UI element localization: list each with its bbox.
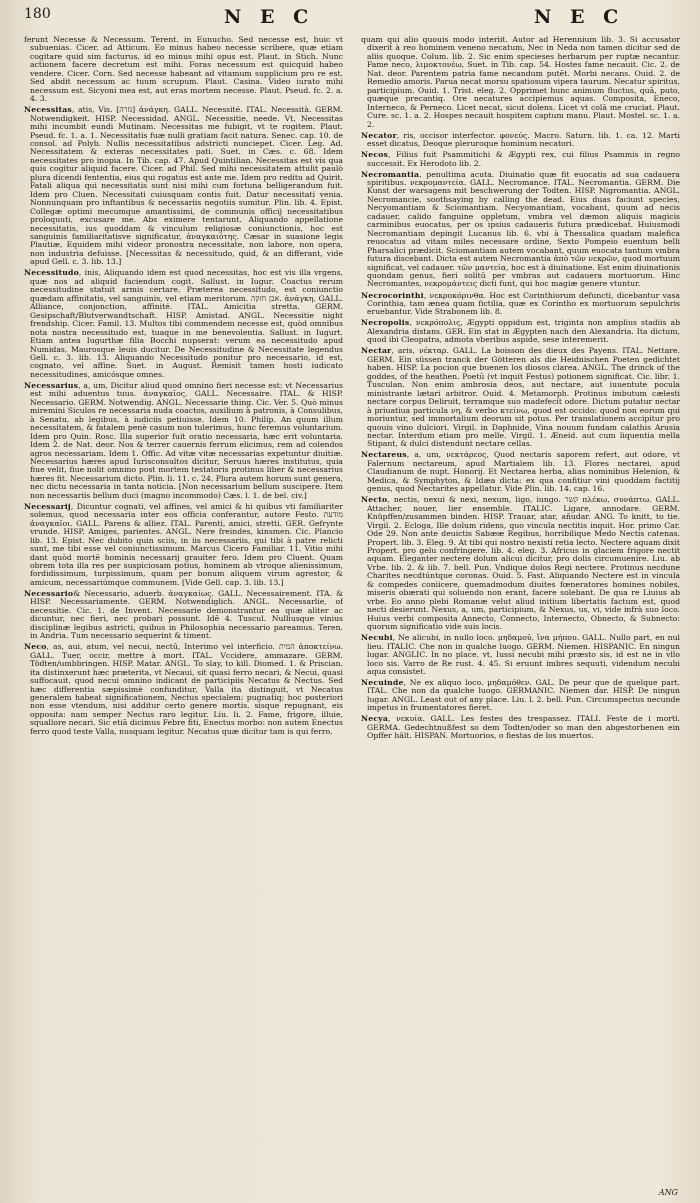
dictionary-entry — [361, 171, 680, 289]
entry-headword: Necrocorinthi — [361, 290, 424, 300]
dictionary-entry — [24, 643, 343, 736]
dictionary-entry — [24, 106, 343, 267]
entry-headword: Necessitudo — [24, 268, 79, 278]
dictionary-entry — [24, 269, 343, 379]
text-columns — [24, 36, 680, 1186]
dictionary-entry — [24, 590, 343, 641]
dictionary-entry — [361, 496, 680, 631]
entry-text: , aris, νέκταρ. GALL. La boisson des dieux des Payens. ITAL. Nettare. GERM. Ein süssen tranck der Götteren als die Heidnischen Poeten gedichtet haben. HISP. La pocion que buenen los diosos clarea. ANGL. The drinck of the goddes, of the heathen. Poetū (vt inquit Festus) potionem significat. Cic. libr. 1. Tusculan. Non enim ambrosia deos, aut nectare, aut iuuentute pocula ministrante lætari arbitror. Ouid. 4. Metamorph. Protinus imbutum cælesti nectare corpus Deliruit, terramque suo madefecit odore. Dictum putatur nectar à priuatiua particula νη, & verbo κτείνω, quod est occido: quod non eorum qui moriuntur, sed immortalium deorum sit potus. Per translationem accipitur pro quouis vino dulciori. Virgil. in Daphnide, Vina nouum fundam calathis Arusia nectar. Interdum etiam pro melle. Virgil. 1. Æneid. aut cum liquentia mella Stipant, & dulci distendunt nectare cellas. — [367, 346, 680, 449]
dictionary-entry — [24, 36, 343, 104]
dictionary-entry — [361, 715, 680, 740]
dictionary-entry — [361, 151, 680, 168]
entry-text: , nectis, nexui & nexi, nexum, ligo, iungo. קשר πλέκω, συνάπτω. GALL. Attacher, nouer, lier ensemble. ITALIC. Ligare, annodare. GERM. Knüpffen/zusammen binden. HISP. Trauar, atar, añudar. ANG. To knitt, to tie. Virgil. 2. Ecloga, Ille dolum ridens, quo vincula nectitis inquit. Hor. primo Car. Ode 29. Non ante deuictis Sabææ Regibus, horribilique Medo Nectis catenas. Propert. lib. 3. Eleg. 9. At tibi qui nostro nexisti retia lecto. Nectere aquam dixit Propert. pro gelu confringere. lib. 4. eleg. 3. Africus in glaciem frigore nectit aquam. Eleganter nectere dolum alicui dicitur, pro dolis circumuenire. Liu. ab Vrbe. lib. 2. & lib. 7. bell. Pun. Vndique dolos Regi nectere. Protinus necdune Charites necdtúntque coronas. Ouid. 5. Fast. Aliquando Nectere est in vincula & compedes coniicere, quemadmodum diuites fœneratores homines nobiles, miseris obærati qui soluendo non erant, facere solebant. De qua re Liuius ab vrbe. Eo anno plebi Romanæ velut aliud initium libertatis factum est, quod necti desierunt. Nexus, a, um, participium, & Nexus, us, vi, vide infrà suo loco. Huius verbi composita Annecto, Connecto, Internecto, Obnecto, & Subnecto: quorum significatio vide suis locis. — [367, 495, 680, 632]
entry-text: , Ne alicubi, in nullo loco. μηδαμοῦ, ἵνα μήπου. GALL. Nullo part, en nul lieu. ITALIC. Che non in qualche luogo. GERM. Niemen. HISPANIC. En ningun lugar. ANGLIC. In no place. vt, Iussi necubi mihi præsto sis, id est ne in vllo loco sis. Varro de Re rust. 4. 45. Si eruunt imbres sequuti, videndum necubi aqua consistet. — [367, 633, 680, 676]
entry-text: , inis, Aliquando idem est quod necessitas, hoc est vis illa vrgens, quæ nos ad aliquid faciendum cogit. Sallust. in Iugur. Coactus rerum necessitudine statuit armis certare. Præterea necessitudo, est coniunctio quædam affinitatis, vel sanguinis, vel etiam meritorum. אבן חזקה. ἀνάγκη. GALL. Alliance, conjonction, affinité. ITAL. Amicitia stretta. GERM. Gesipschaft/Blutverwandtschaft. HISP. Amistad. ANGL. Necessitie night frendship. Cicer. Famil. 13. Multos tibi commendem necesse est, quòd omnibus nota nostra necessitudo est, tuaque in me benevolentia. Sallust. in Iugurt. Etiam antea Iugurthæ filia Bocchi nupserat: verum ea necessitudo apud Numidas, Maurosque leuis ducitur. De Necessitudine & Necessitate legendus Gell. c. 3. lib. 13. Aliquando Necessitudo ponitur pro necessario, id est, cognato, vel affine. Suet. in August. Remisit tamen hosti iudicato necessitudines, amicósque omnes. — [30, 268, 343, 379]
entry-headword: Necromantia — [361, 169, 420, 179]
entry-text: , atis, Vis. [גזרה] ἀνάγκη. GALL. Necessité. ITAL. Necessità. GERM. Notwendigkeit. HISP. Necessidad. ANGL. Necessitie, neede. Vt, Necessitas mihi incumbit eundi Mutinam. Necessitas me fubigit, vt te rogitem. Plaut. Pseud. fc. 1. a. 1. Necessitatis fuæ nulli gratiam facit natura. Senec. cap. 10. de consol. ad Polyb. Nullis necessitatibus adstricti nunciepet. Cicer. Leg. Ad. Necessitatem & exteras necessitates pati. Suet. in Cæs. c. 68. Idem necessitates pro inopia. In Tib. cap. 47. Apud Quintilian. Necessitas est vis qua quis cogitur aliquid facere. Cicer. ad Phil. Sed mihi necessitatem attulit paulò plura dicendi fententia, eius qui rogatus est ante me. Idem pro reditu ad Quirit. Fatali aliqua qui necessitatis sunt nisi mihi cum fortuna belligerandum fuit. Idem pro Cluen. Necessitati cuiusquam contis fuit. Datur necessitati venia. Nonnunquam pro inftantibus & necessariis negotiis sumitur. Plin. lib. 4. Epist. Collegæ optimi mecumque amantissimi, de communis officij necessitatibus proloquuti, excusare me. Abs eximere tentarunt. Aliquando appellatione necessitatis, ius quoddam & vinculum religiosæ coniunctionis, hoc est sanguinis familiaritatisve significatur, ἀναγκαιότης. Cæsar in suasione legis Plautiæ, Equidem mihi videor pronostra necessitate, non labore, non opera, non industria defuisse. [Necessitas & necessitudo, quid, & an differant, vide apud Gell. c. 3. lib. 13.] — [30, 105, 343, 267]
entry-text: , Ne ex aliquo loco. μηδαμόθεν. GAL. De peur que de quelque part. ITAL. Che non da qualche luogo. GERMANIC. Niemen dar. HISP. De ningun lugar. ANGL. Least out of any place. Liu. l. 2. bell. Pun. Circumspectus necunde impetus in frumentatores fieret. — [367, 678, 680, 713]
entry-text: , Filius fuit Psammitichi & Ægypti rex, cui filius Psammis in regno successit. Ex Herodoto lib. 2. — [367, 150, 680, 168]
dictionary-entry — [361, 36, 680, 129]
entry-text: quam qui alio quouis modo interiit. Autor ad Herennium lib. 3. Si accusator dixerit à reo hominem veneno necatum, Nec in Neda non tamen dicitur sed de aliis quoque. Colum. lib. 2. Sic enim specieses herbarum per ruptæ necantur. Fame neco, λιμοκτονέω, Suet. in Tib. cap. 54. Hostes fame necauit. Cic. 2. de Nat. deor. Parentem patria fame necandum putēt. Morbi necans. Ouid. 2. de Remedio amoris. Parua necat morsu spatiosum vipera taurum. Necatur spiritus, participium. Ouid. 1. Trist. eleg. 2. Opprimet hunc animum fluctus, quā, puto, quæque precantiq. Ore necatures accipiemus aquas. Composita, Eneco, Interneco, & Perneco. Licet necat, sicut dolens. Licet vt colā me cruciat. Plaut. Cure. sc. 1. a. 2. Hospes necauit hospitem captum manu. Plaut. Mostel. sc. 1. a. 2. — [361, 36, 680, 129]
running-head-right: N E C — [534, 6, 625, 28]
entry-headword: Necto — [361, 495, 388, 505]
entry-text: ferunt Necesse & Necessum. Terent. in Eunucho. Sed necesse est, huic vt subuenias. Cicer. ad Atticum. Eo minus habeo necesse scribere, quæ etiam cogitare quid sim facturus, id eo minus mihi opus est. Plaut. in Stich. Nunc actionem facere decretum est mihi. Foras necessum est quicquid habeo vendere. Cicer. Corn. Sed necesse habeant ad vitamum supplicium pro re est. Sed abdit necessum ac tuum scrupum. Plaut. Casina. Video iurato mihi necessum est. Sicyoni mea est, aut eras mortem necesse. Plaut. Pseud. fc. 2. a. 4. 3. — [24, 36, 343, 104]
entry-headword: Necubi — [361, 633, 393, 643]
entry-text: , penultima acuta. Diuinatio quæ fit euocatis ad sua cadauera spiritibus. νεκρομαντεία. GALL. Necromance. ITAL. Necromantia. GERM. Die Kunst der warsagens mit beschwerung der Todten. HISP. Nigromantia. ANGL. Necromancie, soothsaying by calling the dead. Eius duas faciunt species, Necyomantiam & Sciomantiam. Necyomantiam, vocabant, quum ad necis cadauer, calido fanguine oppletum, vmbra vel dæmon aliquis magicis carminibus euocatus, per os ipsius cadaueris futura prædicebat. Huiusmodi Necromantiam depingit Lucanus lib. 6. vbi à Thessalica quadam malefica reuocatus ad vitam miles necessare ordine, Sexto Pompeio euentum belli Pharsalici prædicit. Sciomantiam autem vocabant, quum euocata tantum vmbra futura discebant. Dicta est autem Necromantia ἀπὸ τῶν νεκρῶν, quod mortuum significat, vel cadauer. τῶν μαντεία, hoc est à diuinatione. Est enim diuinationis quondam genus, fieri solitū per vmbras aut cadauera mortuorum. Hinc Necromantes, νεκρομάντεις dicti funt, qui hoc magiæ genere vtuntur. — [367, 169, 680, 289]
entry-text: , νεκροκόρινθα. Hoc est Corinthiorum defuncti, dicebantur vasa Corinthia, tam ænea quam fictilia, quæ ex Corintho ex mortuorum sepulchris eruebantur. Vide Strabonem lib. 8. — [367, 290, 680, 317]
page-header — [24, 6, 680, 34]
dictionary-entry — [361, 292, 680, 317]
dictionary-entry — [24, 382, 343, 500]
dictionary-entry — [361, 634, 680, 676]
entry-headword: Necessarius — [24, 380, 79, 390]
dictionary-entry — [361, 132, 680, 149]
entry-text: , ris, occisor interfector. φονεύς. Macro. Saturn. lib. 1. ca. 12. Marti esset dicatus, Deoque pleruroque hominum necatori. — [367, 130, 680, 149]
entry-text: , νεκρόπολις, Ægypti oppidum est, triginta non amplius stadiis ab Alexandria distans. GER. Ein stat in Ægypten nach den Alexandria. Ita dictum, quod ibi Cleopatra, admota vberibus aspide, sese interemerit. — [367, 318, 680, 345]
entry-text: , νεκυία. GALL. Les festes des trespassez. ITALI. Feste de i morti. GERMA. Gedechtnußfest so dem Todten/oder so man den abgestorbenen ein Opffer hält. HISPAN. Mortuorios, o fiestas de los muertos. — [367, 714, 680, 741]
entry-headword: Nectar — [361, 346, 392, 356]
dictionary-entry — [24, 503, 343, 588]
entry-text: , a, um, νεκτάρεος, Quod nectaris saporem refert, aut odore, vt Falernum nectareum, apud Martialem lib. 13. Flores nectarei, apud Claudianum de nupt. Honorij. Et Nectarea herba, alias nominibus Helenion, & Medica, & Symphyton, & Idæa dicta: ex qua confitiur vini quoddam factitij genus, quod Nectarites appellatur. Vide Plin. lib. 14. cap. 16. — [367, 450, 680, 494]
entry-text: , a, um, Dicitur aliud quod omnino fieri necesse est: vt Necessarius est mihi aduentus tuus. ἀναγκαῖος. GALL. Necessaire. ITAL. & HISP. Necessario. GERM. Notwendig. ANGL. Necessarie thing. Cic. Ver. 5. Quò minus miremini Siculos re necessaria nuda coactos, auxilium à patronis, à Consulibus, à Senatu, ab legibus, à iudiciis petiuisse. Idem 10. Philip. An quum illum necessitatem, & fatalem penè casum non tulerimus, hunc feremus voluntarium. Idem pro Quin. Rosc. Illa superior fuit oratio necessaria, hæc erit voluntaria. Idem 2. de Nat. deor. Nos & terrer cauernis ferrum elicimus, rem ad colendos agros necessariam. Idem 1. Offic. Ad vitæ vitæ necessarias expetuntur diuitiæ. Necessarius hæres apud Iurisconsultos dicitur, Seruus hæres institutus, quia fiue velit, fiue nolit omnino post mortem testatoris protinus liber & necessarius hæres fit. Necessarium dicto. Plin. li. 11. c. 24. Plura autem horum sunt genera, nec dictu necessaria in tanta noticia. [Non necessarium bellum suscipere. Item non necessariis bellum duci (magno incommodo) Cæs. l. 1. de bel. civ.] — [30, 380, 343, 500]
dictionary-entry — [361, 679, 680, 713]
entry-headword: Necos — [361, 150, 389, 160]
right-column — [361, 36, 680, 1186]
entry-headword: Necessarij — [24, 501, 71, 511]
entry-headword: Necessitas — [24, 105, 72, 115]
entry-text: , as, aui, atum, vel necui, nectū, Interimo vel interficio. המית ἀποκτείνω. GALL. Tuer, occir, mettre à mort. ITAL. Vccidere, ammazare. GERM. Tödten/umbbringen. HISP. Matar. ANGL. To slay, to kill. Diomed. 1. & Priscian. ita distinxerunt hæc præterita, vt Necaui, sit quasi ferro necari, & Necui, quasi suffocauit. quod necui omnino indicant de participiis Necatus & Nectus. Sed hæc differentia sæpissimè confunditur, Valla ita distinguit, vt Necatus generalem habeat significationem, Nectus specialem: pugnatiq; hoc posteriori non esse vtendum, nisi additur certo genere mortis. sisque repugnant, eis opposita: nam semper Nectus raro legitur. Liu. li. 2. Fame, frigore, illuie, squallore necari. Sic etiā dicimus Febre fiti, Enectus morbo: non autem Enectus ferro quod teste Valla, nusquam legitur. Necatus quæ dicitur tam is qui ferro, — [30, 642, 343, 736]
running-head-left: N E C — [224, 6, 315, 28]
page-number: 180 — [24, 6, 51, 22]
entry-headword: Nectareus — [361, 450, 407, 460]
entry-headword: Necuinde — [361, 678, 404, 688]
dictionary-entry — [361, 319, 680, 344]
entry-headword: Necya — [361, 714, 389, 724]
left-column — [24, 36, 343, 1186]
dictionary-entry — [361, 451, 680, 493]
entry-text: & Necessario, aduerb. ἀναγκαίως. GALL. Necessairement. ITA. & HISP. Necessariamente. GERM. Notwendiglich. ANGL. Necessarlie, of necessitie. Cic. 1. de Invent. Necessarie demonstrantur ea quæ aliter ac dicuntur, nec fieri, nec probari possunt. Idē 4. Tuscul. Nulliusque vinius disciplinæ legibus astricti, quibus in Philosophia necessario pareamus. Teren. in Andria. Tum necessario sequerint & timent. — [30, 588, 343, 641]
entry-headword: Necessario — [24, 588, 74, 598]
catchword: ANG — [658, 1188, 678, 1197]
dictionary-entry — [361, 347, 680, 448]
entry-headword: Necropolis — [361, 318, 410, 328]
entry-text: , Dicuntur cognati, vel affines, vel amici & hi quibus vti familiariter solemus, quod necessaria inter eos officia conferantur, autore Festo. מודעת ἀναγκαῖοι. GALL. Parens & alliez. ITAL. Parenti, amici, stretti. GER. Gefrynte vrunde. HISP. Amiges, parientes. ANGL. Nere freindes, kinsmen. Cic. Plancio lib. 13. Epist. Nec dubito quin sciis, in iis necessariis, qui tibi à patre relicti sunt, me tibi esse vel coniunctissimum. Marcus Cicero Familiar. 11. Vitio mihi dant quòd mortē hominis necessarij grauiter fero. Idem pro Cluent. Quam obrem tota illa res per suspiciosam potius, hominem ab vtroque alienissimum, fordidissimum, turpissimum, quam per bonum aliquem virum agrestor, & amicum, necessariúmque communem. [Vide Gell. cap. 3. lib. 13.] — [30, 501, 343, 587]
entry-headword: Neco — [24, 642, 47, 652]
entry-headword: Necator — [361, 130, 397, 140]
